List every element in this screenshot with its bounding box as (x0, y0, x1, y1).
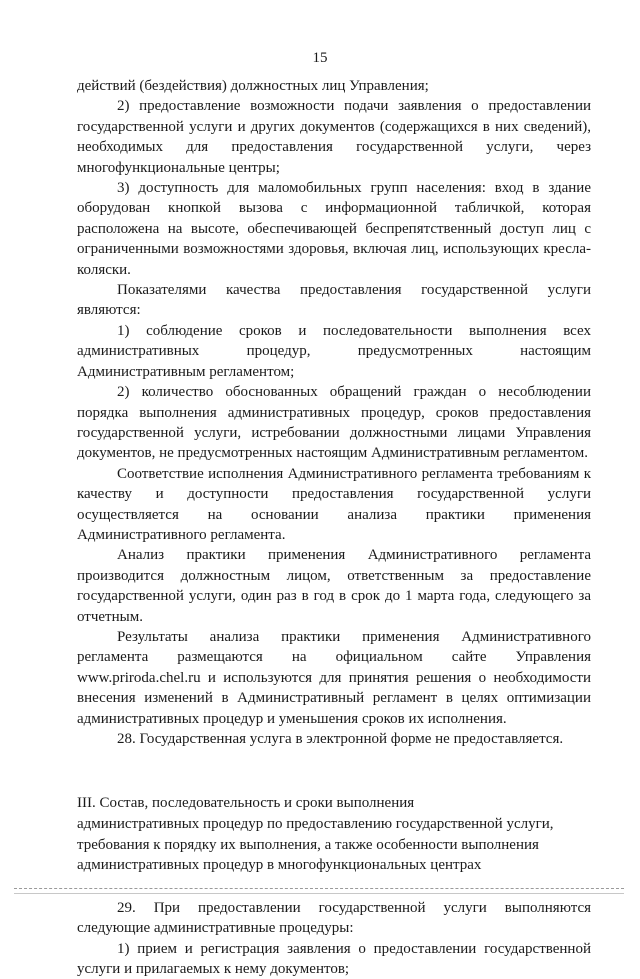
paragraph: Результаты анализа практики применения Административного регламента размещаются на официальном сайте Управления www.priroda.chel.ru и используются для принятия решения о необходимости внесения изменений в Административный регламент в целях оптимизации административных процедур и уменьшения сроков их исполнения. (77, 628, 591, 727)
heading-line: административных процедур по предоставлению государственной услуги, (77, 816, 554, 832)
heading-line: III. Состав, последовательность и сроки выполнения (77, 795, 415, 812)
paragraph: 1) прием и регистрация заявления о предоставлении государственной услуги и прилагаемых к нему документов; (77, 940, 591, 977)
page-number: 15 (312, 50, 328, 66)
page-bottom-edge-line (14, 893, 624, 894)
page-bottom-edge (14, 888, 624, 889)
paragraph: Соответствие исполнения Административного регламента требованиям к качеству и доступности предоставления государственной услуги осуществляется на основании анализа практики применения Административного регламента. (77, 465, 591, 543)
heading-line: административных процедур в многофункциональных центрах (77, 857, 482, 874)
paragraph: 3) доступность для маломобильных групп населения: вход в здание оборудован кнопкой вызова с информационной табличкой, которая расположена на высоте, обеспечивающей беспрепятственный доступ лиц с ограниченными возможностями здоровья, включая лиц, использующих кресла-коляски. (77, 180, 591, 278)
paragraph: действий (бездействия) должностных лиц Управления; (77, 78, 429, 94)
paragraph: Показателями качества предоставления государственной услуги являются: (77, 282, 591, 319)
paragraph: 29. При предоставлении государственной услуги выполняются следующие административные процедуры: (77, 899, 591, 937)
heading-line: требования к порядку их выполнения, а также особенности выполнения (77, 836, 539, 853)
section-heading (77, 793, 591, 875)
paragraph: 2) количество обоснованных обращений граждан о несоблюдении порядка выполнения административных процедур, сроков предоставления государственной услуги, истребовании должностными лицами Управления документов, не предусмотренных настоящим Административным регламентом. (77, 384, 591, 462)
paragraph: 1) соблюдение сроков и последовательности выполнения всех административных процедур, предусмотренных настоящим Административным регламентом; (77, 322, 591, 380)
paragraph: 2) предоставление возможности подачи заявления о предоставлении государственной услуги и других документов (содержащихся в них сведений), необходимых для предоставления государственной услуги, через многофункциональные центры; (77, 98, 591, 176)
document-body (77, 76, 591, 979)
paragraph: Анализ практики применения Административного регламента производится должностным лицом, ответственным за предоставление государственной услуги, один раз в год в срок до 1 марта года, следующего за отчетным. (77, 547, 591, 625)
paragraph: 28. Государственная услуга в электронной форме не предоставляется. (117, 731, 564, 747)
